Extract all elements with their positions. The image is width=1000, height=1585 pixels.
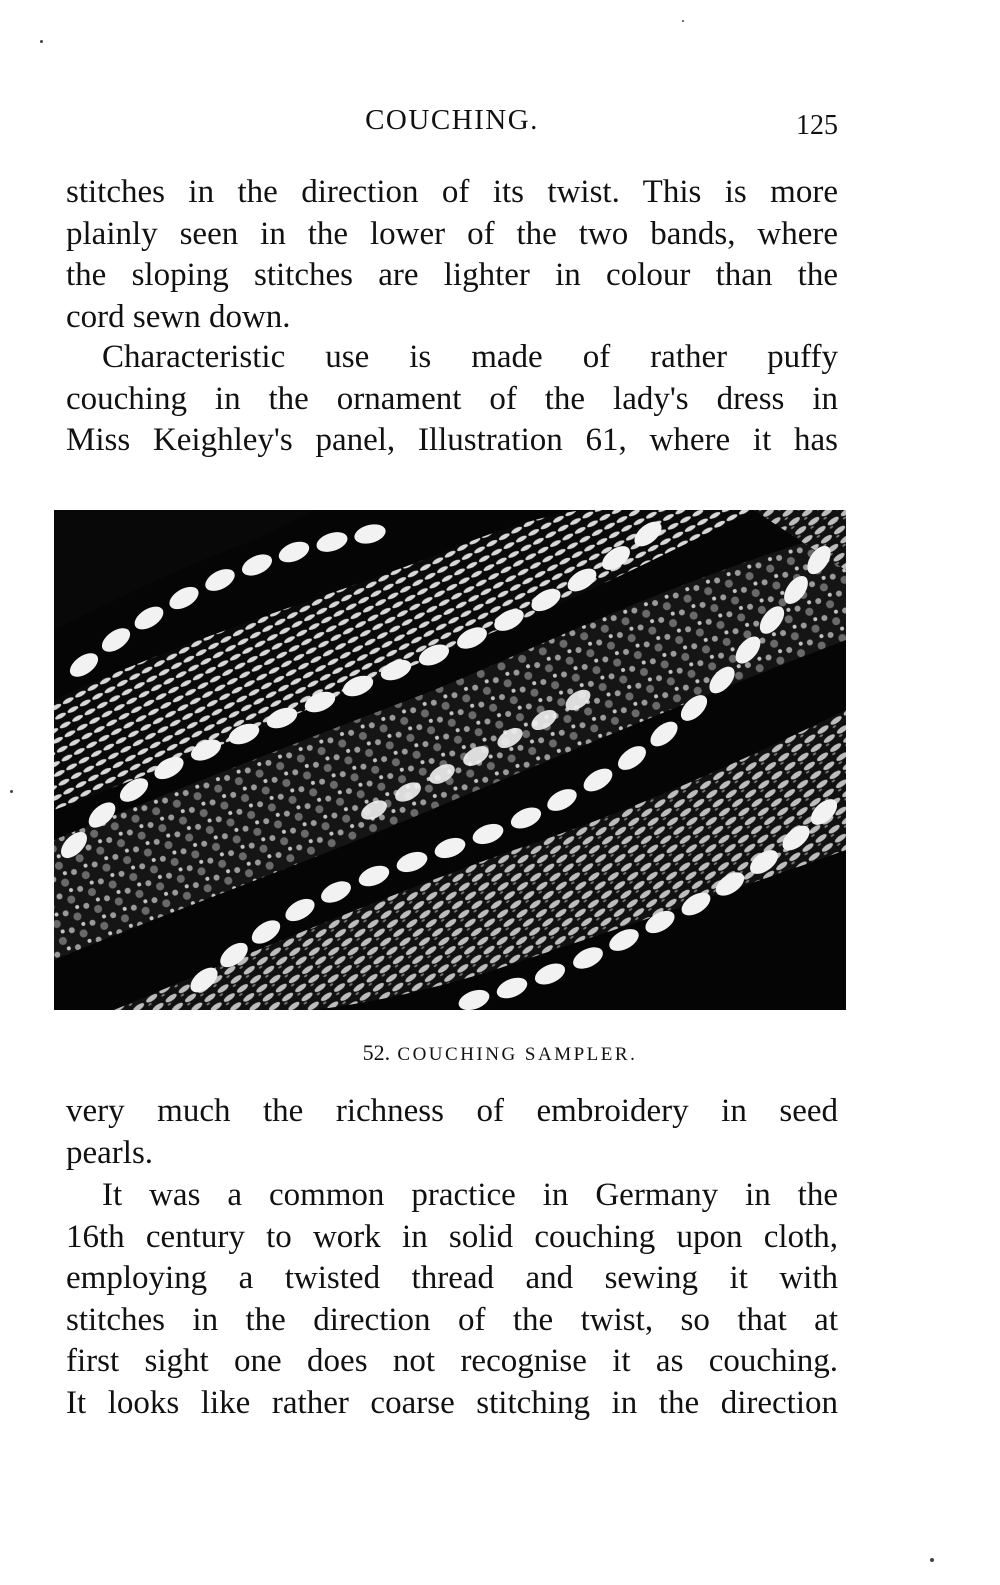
couching-sampler-photo — [54, 510, 846, 1010]
text-line: cord sewn down. — [66, 298, 291, 335]
text-line: first sight one does not recognise it as couching. — [66, 1343, 838, 1379]
paper-speck — [682, 20, 684, 22]
paragraph-2 — [66, 337, 838, 462]
text-line: 16th century to work in solid couching upon cloth, — [66, 1218, 838, 1255]
text-line: employing a twisted thread and sewing it with — [66, 1260, 838, 1296]
paragraph-3 — [66, 1091, 838, 1174]
paper-speck — [40, 40, 43, 43]
running-head — [66, 100, 838, 144]
paragraph-4 — [66, 1175, 838, 1424]
paragraph-1 — [66, 172, 838, 338]
running-title: COUCHING. — [365, 104, 539, 136]
figure-number: 52. — [362, 1040, 391, 1065]
paper-speck — [10, 790, 13, 793]
text-line: pearls. — [66, 1134, 154, 1171]
paper-speck — [930, 1558, 934, 1562]
figure-caption — [0, 1040, 1000, 1066]
text-line: Characteristic use is made of rather puffy — [102, 339, 838, 375]
couching-sampler-illustration — [54, 510, 846, 1010]
text-line: couching in the ornament of the lady's dress in — [66, 380, 838, 417]
page-number: 125 — [796, 110, 838, 141]
text-line: It looks like rather coarse stitching in the direction — [66, 1384, 838, 1421]
text-line: very much the richness of embroidery in seed — [66, 1093, 838, 1129]
text-line: stitches in the direction of the twist, so that at — [66, 1301, 838, 1338]
text-line: Miss Keighley's panel, Illustration 61, where it has — [66, 422, 838, 458]
text-line: stitches in the direction of its twist. This is more — [66, 174, 838, 210]
text-line: the sloping stitches are lighter in colour than the — [66, 257, 838, 293]
text-line: plainly seen in the lower of the two bands, where — [66, 215, 838, 252]
text-line: It was a common practice in Germany in the — [102, 1177, 838, 1213]
figure-title: COUCHING SAMPLER. — [397, 1044, 638, 1065]
